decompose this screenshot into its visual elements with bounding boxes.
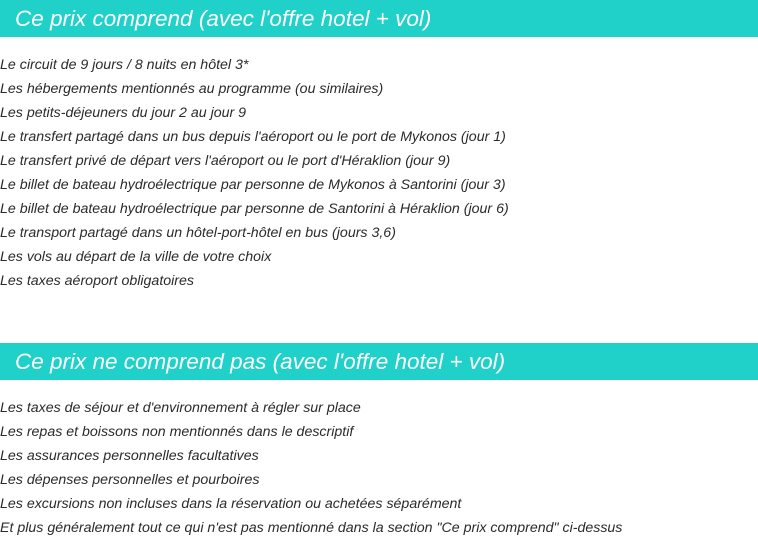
- included-item: Les vols au départ de la ville de votre choix: [0, 249, 272, 265]
- excluded-item: Les excursions non incluses dans la réservation ou achetées séparément: [0, 496, 462, 512]
- excluded-item: Les dépenses personnelles et pourboires: [0, 472, 260, 488]
- included-item: Le transfert privé de départ vers l'aéroport ou le port d'Héraklion (jour 9): [0, 153, 451, 169]
- excluded-item: Les taxes de séjour et d'environnement à régler sur place: [0, 400, 361, 416]
- excluded-item: Et plus généralement tout ce qui n'est pas mentionné dans la section "Ce prix comprend" ci-dessus: [0, 520, 623, 536]
- included-item: Le circuit de 9 jours / 8 nuits en hôtel 3*: [0, 57, 249, 73]
- included-item: Les taxes aéroport obligatoires: [0, 273, 195, 289]
- excluded-items-list: [0, 396, 758, 540]
- excluded-item: Les assurances personnelles facultatives: [0, 448, 259, 464]
- excluded-section-title: Ce prix ne comprend pas (avec l'offre hotel + vol): [0, 343, 758, 380]
- included-item: Le billet de bateau hydroélectrique par personne de Mykonos à Santorini (jour 3): [0, 177, 506, 193]
- included-item: Le billet de bateau hydroélectrique par personne de Santorini à Héraklion (jour 6): [0, 201, 509, 217]
- included-section-title: Ce prix comprend (avec l'offre hotel + vol): [0, 0, 758, 37]
- excluded-item: Les repas et boissons non mentionnés dans le descriptif: [0, 424, 354, 440]
- included-item: Le transfert partagé dans un bus depuis l'aéroport ou le port de Mykonos (jour 1): [0, 129, 506, 145]
- included-item: Les petits-déjeuners du jour 2 au jour 9: [0, 105, 247, 121]
- included-item: Le transport partagé dans un hôtel-port-hôtel en bus (jours 3,6): [0, 225, 396, 241]
- included-item: Les hébergements mentionnés au programme (ou similaires): [0, 81, 384, 97]
- included-items-list: [0, 53, 758, 293]
